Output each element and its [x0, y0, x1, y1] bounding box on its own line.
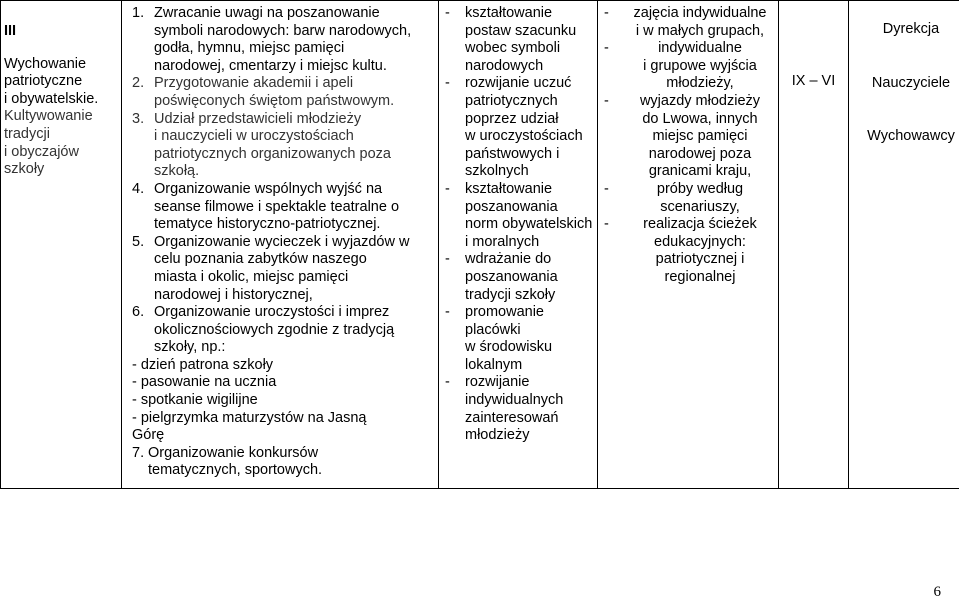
goal-item: - kształtowanie postaw szacunku wobec symboli narodowych — [445, 5, 577, 74]
task-item: 1. Zwracanie uwagi na poszanowanie symboli narodowych: barw narodowych, godła, hymnu, miejsc pamięci narodowej, cmentarzy i miejsc kultu. — [132, 5, 412, 74]
form-item: - indywidualne i grupowe wyjścia młodzieży, — [604, 40, 757, 92]
area-cell — [1, 1, 122, 489]
role-label: Nauczyciele — [871, 74, 951, 91]
goal-item: - rozwijanie indywidualnych zainteresowań młodzieży — [445, 374, 564, 444]
role-label: Wychowawcy — [867, 128, 955, 145]
area-title: Wychowanie patriotyczne i obywatelskie. Kultywowanie tradycji i obyczajów szkoły — [4, 55, 99, 178]
task-item: 7. Organizowanie konkursów tematycznych, sportowych. — [132, 444, 323, 479]
responsible-cell — [849, 1, 959, 489]
goal-item: - wdrażanie do poszanowania tradycji szkoły — [445, 251, 558, 303]
goal-item: - rozwijanie uczuć patriotycznych poprzez udział w uroczystościach państwowych i szkolnych — [445, 75, 583, 180]
term-value: IX – VI — [791, 73, 836, 89]
task-subitems: - dzień patrona szkoły - pasowanie na ucznia - spotkanie wigilijne - pielgrzymka maturzystów na Jasną Górę — [132, 356, 367, 444]
goals-cell — [439, 1, 598, 489]
task-item: 4. Organizowanie wspólnych wyjść na seanse filmowe i spektakle teatralne o tematyce historyczno-patriotycznej. — [132, 180, 400, 233]
area-number: III — [4, 23, 17, 39]
form-item: - próby według scenariuszy, — [604, 180, 744, 215]
task-item: 5. Organizowanie wycieczek i wyjazdów w celu poznania zabytków naszego miasta i okolic, miejsc pamięci narodowej i historycznej, — [132, 233, 410, 303]
page-number: 6 — [933, 584, 941, 600]
term-cell — [779, 1, 849, 489]
table-row — [1, 1, 959, 489]
task-item: 3. Udział przedstawicieli młodzieży i nauczycieli w uroczystościach patriotycznych organizowanych poza szkołą. — [132, 110, 391, 180]
form-item: - realizacja ścieżek edukacyjnych: patriotycznej i regionalnej — [604, 216, 757, 285]
goal-item: - kształtowanie poszanowania norm obywatelskich i moralnych — [445, 180, 593, 250]
forms-cell — [598, 1, 779, 489]
form-item: - wyjazdy młodzieży do Lwowa, innych miejsc pamięci narodowej poza granicami kraju, — [604, 92, 761, 180]
task-item: 2. Przygotowanie akademii i apeli poświęconych świętom państwowym. — [132, 75, 395, 109]
task-item: 6. Organizowanie uroczystości i imprez okolicznościowych zgodnie z tradycją szkoły, np.: — [132, 304, 395, 356]
tasks-cell — [122, 1, 439, 489]
form-item: - zajęcia indywidualne i w małych grupach, — [604, 5, 767, 39]
role-label: Dyrekcja — [882, 21, 940, 37]
goal-item: - promowanie placówki w środowisku lokalnym — [445, 304, 553, 373]
